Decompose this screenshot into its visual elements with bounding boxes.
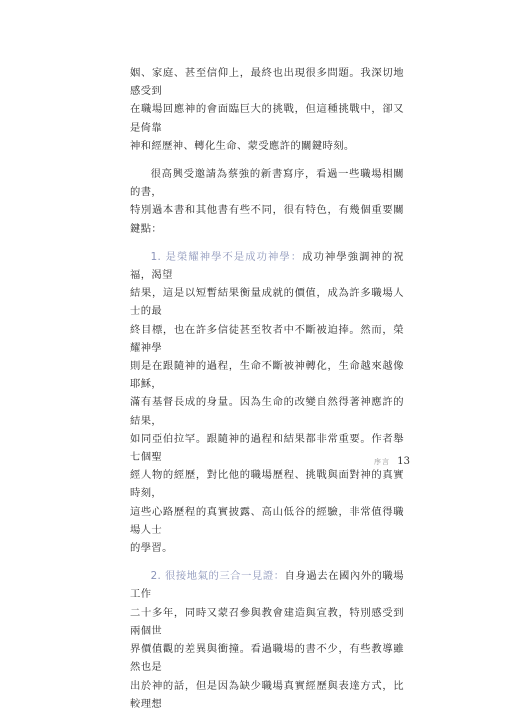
- text-line: 這些心路歷程的真實披露、高山低谷的經驗，非常值得職場人士: [130, 505, 404, 536]
- point-2-heading: 2. 很接地氣的三合一見證：: [150, 570, 285, 583]
- text-line: 姻、家庭、甚至信仰上，最終也出現很多問題。我深切地感受到: [130, 67, 404, 98]
- text-line: 出於神的話，但是因為缺少職場真實經歷與表達方式，比較理想: [130, 679, 404, 710]
- running-head: 序言: [374, 458, 390, 466]
- point-1-heading: 1. 是榮耀神學不是成功神學：: [150, 250, 303, 263]
- text-line: 界價值觀的差異與衝撞。看過職場的書不少，有些教導雖然也是: [130, 643, 404, 674]
- text-line: 在職場回應神的會面臨巨大的挑戰，但這種挑戰中，卻又是倚靠: [130, 103, 404, 134]
- text-line: 終目標，也在許多信徒甚至牧者中不斷被迫捧。然而，榮耀神學: [130, 323, 404, 354]
- paragraph-point-2: [130, 567, 404, 713]
- text-line: 經人物的經歷，對比他的職場歷程、挑戰與面對神的真實時刻，: [130, 469, 404, 500]
- text-line: 很高興受邀請為蔡強的新書寫序，看過一些職場相關的書，: [130, 168, 404, 199]
- body-text: [130, 64, 404, 713]
- text-line: 滿有基督長成的身量。因為生命的改變自然得著神應許的結果，: [130, 396, 404, 427]
- paragraph-invitation: [130, 165, 404, 238]
- text-line: 結果，這是以短暫結果衡量成就的價值，成為許多職場人士的最: [130, 287, 404, 318]
- text-line: 二十多年，同時又蒙召參與教會建造與宣教，特別感受到兩個世: [130, 606, 404, 637]
- page-number: 13: [397, 456, 410, 467]
- text-line: 的學習。: [130, 542, 173, 555]
- text-line: 自身過去在國內外的職場工作: [130, 570, 405, 601]
- text-line: 神和經歷神、轉化生命、蒙受應許的關鍵時刻。: [130, 139, 355, 152]
- paragraph-point-1: [130, 248, 404, 557]
- text-line: 成功神學強調神的祝福，渴望: [130, 250, 404, 282]
- text-line: 則是在跟隨神的過程，生命不斷被神轉化，生命越來越像耶穌，: [130, 360, 404, 391]
- text-line: 如同亞伯拉罕。跟隨神的過程和結果都非常重要。作者舉七個聖: [130, 432, 404, 464]
- page-footer: [374, 456, 410, 467]
- paragraph-intro-continued: [130, 64, 404, 155]
- text-line: 特別過本書和其他書有些不同，很有特色，有幾個重要關鍵點：: [130, 204, 404, 235]
